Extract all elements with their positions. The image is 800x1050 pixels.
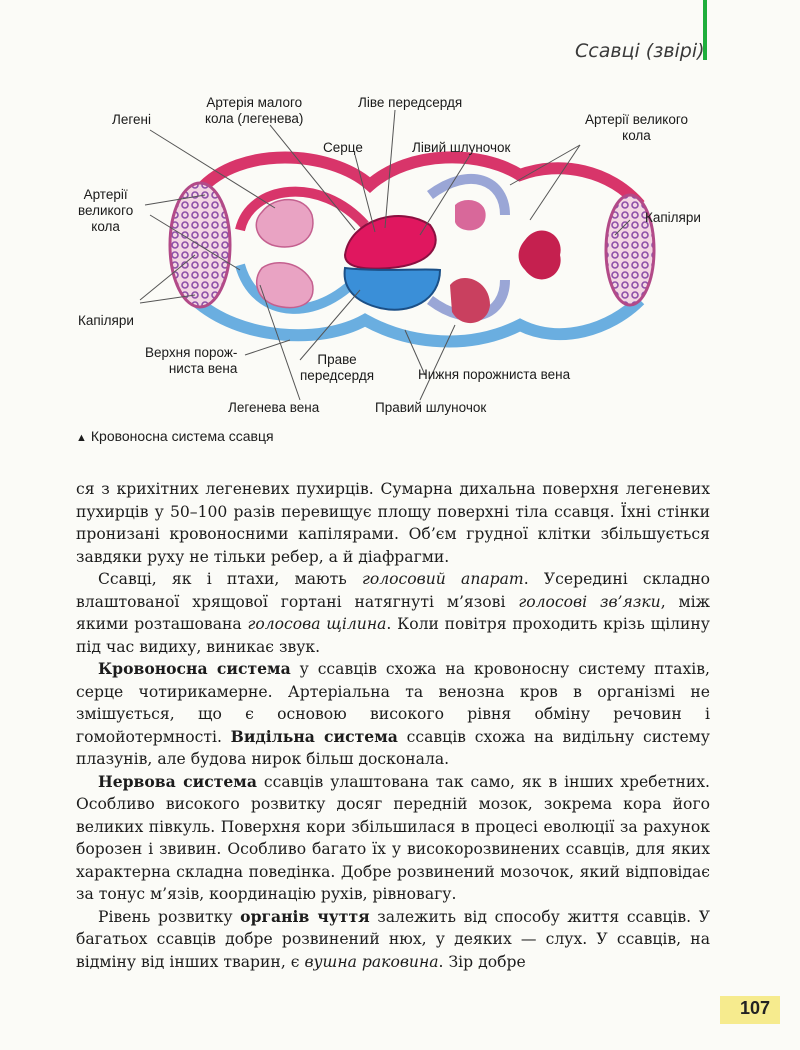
label-systemic-right-line1: Артерії великого [585,112,688,127]
organ-upper-middle [455,200,486,230]
label-superior-vena-cava [145,345,237,377]
label-left-ventricle: Лівий шлуночок [412,140,511,155]
label-svc-line2: ниста вена [168,361,238,376]
paragraph-1: ся з крихітних легеневих пухирців. Сумарна дихальна поверхня легеневих пухирців у 50–100 разів перевищує площу поверхні тіла ссавця. Їхні стінки пронизані кровоносними капілярами. Об’єм грудної клітки збільшується завдяки руху не тільки ребер, а й діафрагми. [76,480,710,566]
label-pulmonary-artery [205,95,303,127]
lung-upper [256,200,313,247]
label-right-atrium [300,352,374,384]
label-capillaries-left: Капіляри [78,313,134,328]
label-heart: Серце [323,140,363,155]
label-left-atrium: Ліве передсердя [358,95,463,110]
label-systemic-arteries-right [585,112,688,144]
organ-lower-middle [450,278,490,323]
label-capillaries-right: Капіляри [645,210,701,225]
label-pulmonary-artery-line2: кола (легенева) [205,111,304,126]
label-systemic-left-line2: великого [78,203,134,218]
figure-caption-text: Кровоносна система ссавця [90,428,274,444]
heart-right [345,268,440,310]
paragraph-5: Рівень розвитку органів чуття залежить від способу життя ссавців. У багатьох ссавців добре розвинений нюх, у деяких — слух. У ссавців, на відміну від інших тварин, є вушна раковина. Зір добре [76,906,710,971]
paragraph-3: Кровоносна система у ссавців схожа на кровоносну систему птахів, серце чотирикамерне. Артеріальна та венозна кров в організмі не змішується, що є основою високого рівня обміну речовин і гомойотермності. Видільна система ссавців схожа на видільну систему плазунів, але будова нирок більш досконала. [76,659,710,768]
systemic-vein-bottom [195,300,640,341]
label-systemic-arteries-left [78,187,133,235]
organ-right [519,231,561,280]
triangle-icon: ▲ [76,432,87,444]
label-pulmonary-vein: Легенева вена [228,400,320,415]
label-pulmonary-artery-line1: Артерія малого [206,95,303,110]
label-right-atrium-line2: передсердя [300,368,375,383]
figure-caption [76,428,274,444]
page-number: 107 [739,998,770,1018]
paragraph-2: Ссавці, як і птахи, мають голосовий апарат. Усередині складно влаштованої хрящової гортані натягнуті м’язові голосові зв’язки, між якими розташована голосова щілина. Коли повітря проходить крізь щілину під час видиху, виникає звук. [76,570,710,656]
label-systemic-right-line2: кола [622,128,651,143]
label-lungs: Легені [112,112,151,127]
label-inferior-vena-cava: Нижня порожниста вена [418,367,571,382]
paragraph-4: Нервова система ссавців улаштована так само, як в інших хребетних. Особливо високого розвитку досяг передній мозок, зокрема кора його великих півкуль. Поверхня кори збільшилася в процесі еволюції за рахунок борозен і звивин. Особливо багато їх у високорозвинених ссавців, для яких характерна складна поведінка. Добре розвинений мозочок, який відповідає за тонус м’язів, координацію рухів, рівновагу. [76,771,710,903]
label-right-ventricle: Правий шлуночок [375,400,487,415]
label-right-atrium-line1: Праве [317,352,357,367]
chapter-title: Ссавці (звірі) [575,40,705,62]
label-svc-line1: Верхня порож- [145,345,238,360]
label-systemic-left-line3: кола [91,219,120,234]
label-systemic-left-line1: Артерії [83,187,128,202]
body-text [76,478,710,973]
